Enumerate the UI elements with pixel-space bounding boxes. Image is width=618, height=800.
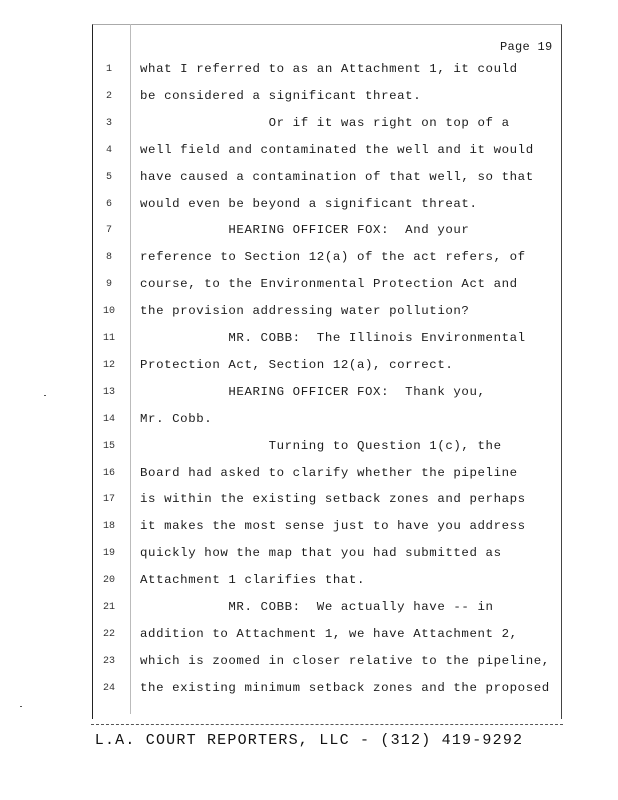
transcript-line: the provision addressing water pollution? [140,304,470,318]
transcript-line: be considered a significant threat. [140,89,422,103]
transcript-line: what I referred to as an Attachment 1, it could [140,62,518,76]
line-number: 21 [102,602,115,613]
transcript-line: Board had asked to clarify whether the pipeline [140,466,518,480]
transcript-line: Turning to Question 1(c), the [140,439,502,453]
transcript-line: Mr. Cobb. [140,412,213,426]
transcript-line: which is zoomed in closer relative to the pipeline, [140,654,550,668]
line-number: 22 [102,629,115,640]
court-reporter-footer: L.A. COURT REPORTERS, LLC - (312) 419-9292 [94,732,524,749]
transcript-line: have caused a contamination of that well, so that [140,170,534,184]
line-number: 5 [105,172,112,183]
line-number: 17 [102,494,115,505]
transcript-line: quickly how the map that you had submitted as [140,546,502,560]
transcript-line: Or if it was right on top of a [140,116,510,130]
transcript-line: reference to Section 12(a) of the act refers, of [140,250,526,264]
line-number: 20 [102,575,115,586]
line-number: 19 [102,548,115,559]
scan-speck [20,706,22,707]
transcript-line: MR. COBB: We actually have -- in [140,600,494,614]
transcript-line: is within the existing setback zones and perhaps [140,492,526,506]
line-number: 2 [105,91,112,102]
line-number: 8 [105,252,112,263]
transcript-line: would even be beyond a significant threat. [140,197,478,211]
transcript-line: the existing minimum setback zones and the proposed [140,681,550,695]
transcript-line: HEARING OFFICER FOX: Thank you, [140,385,486,399]
line-number: 16 [102,468,115,479]
line-number: 13 [102,387,115,398]
line-number: 9 [105,279,112,290]
line-number: 18 [102,521,115,532]
line-number: 4 [105,145,112,156]
line-number: 7 [105,225,112,236]
line-number: 14 [102,414,115,425]
scan-speck [44,395,46,396]
line-number: 15 [102,441,115,452]
transcript-line: it makes the most sense just to have you address [140,519,526,533]
transcript-line: course, to the Environmental Protection Act and [140,277,518,291]
line-number: 3 [105,118,112,129]
line-number: 1 [105,64,112,75]
transcript-line: Attachment 1 clarifies that. [140,573,365,587]
transcript-line: MR. COBB: The Illinois Environmental [140,331,526,345]
line-number: 12 [102,360,115,371]
margin-rule [130,24,131,714]
transcript-line: Protection Act, Section 12(a), correct. [140,358,454,372]
transcript-line: HEARING OFFICER FOX: And your [140,223,470,237]
line-number: 11 [102,333,115,344]
transcript-line: addition to Attachment 1, we have Attachment 2, [140,627,518,641]
line-number: 24 [102,683,115,694]
page-number: Page 19 [500,40,553,54]
line-number: 23 [102,656,115,667]
line-number: 10 [102,306,115,317]
transcript-line: well field and contaminated the well and it would [140,143,534,157]
line-number: 6 [105,199,112,210]
